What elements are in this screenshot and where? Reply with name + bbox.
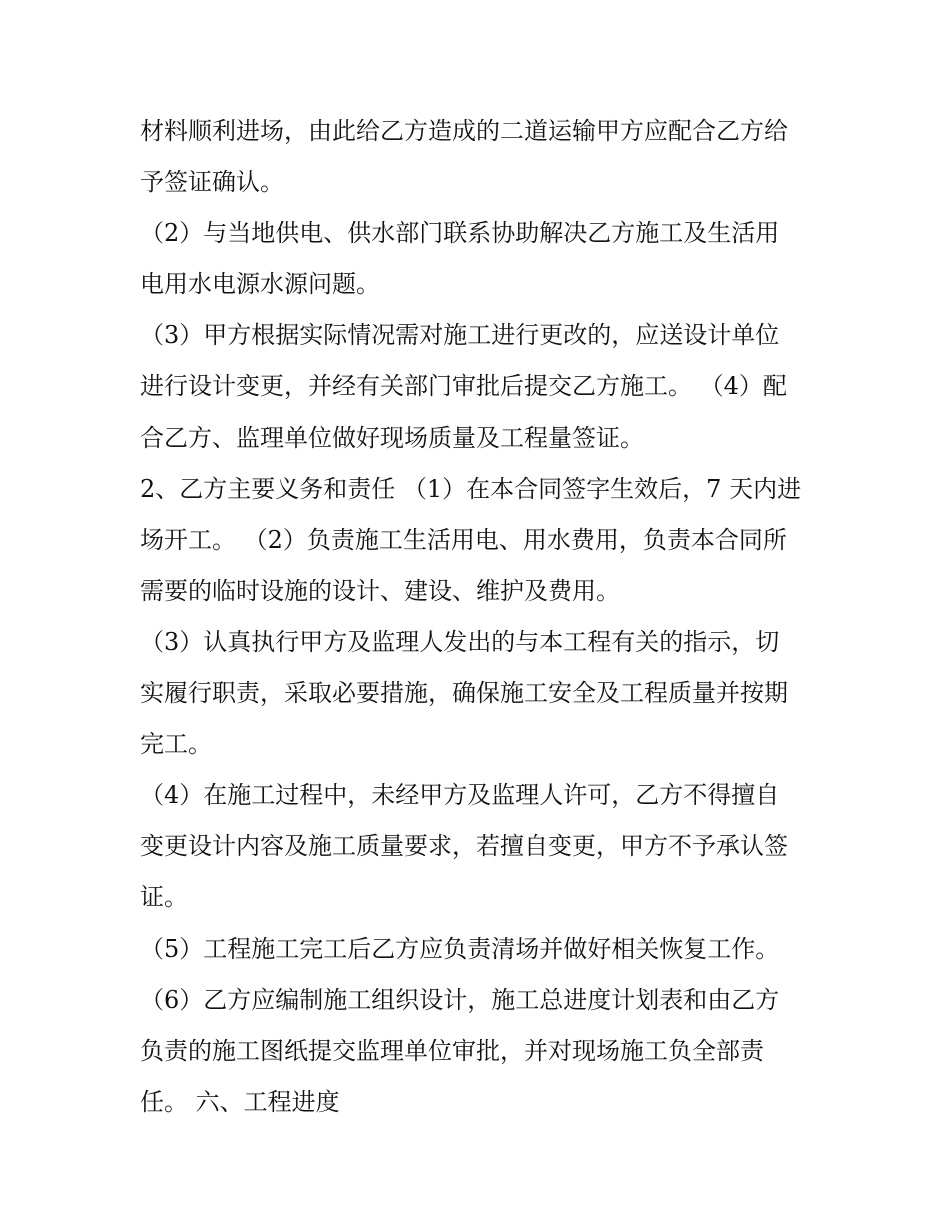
text-line: 完工。 — [140, 730, 212, 759]
text-line: 进行设计变更，并经有关部门审批后提交乙方施工。 （4）配 — [140, 372, 787, 401]
text-line: 需要的临时设施的设计、建设、维护及费用。 — [140, 576, 620, 605]
text-line: （3）甲方根据实际情况需对施工进行更改的，应送设计单位 — [140, 321, 780, 350]
text-line: 场开工。 （2）负责施工生活用电、用水费用，负责本合同所 — [140, 525, 787, 554]
text-line: 2、乙方主要义务和责任 （1）在本合同签字生效后，7 天内进 — [140, 474, 802, 503]
text-line: （6）乙方应编制施工组织设计，施工总进度计划表和由乙方 — [140, 985, 780, 1014]
text-line: 予签证确认。 — [140, 168, 284, 197]
text-line: 合乙方、监理单位做好现场质量及工程量签证。 — [140, 423, 644, 452]
text-line: （3）认真执行甲方及监理人发出的与本工程有关的指示，切 — [140, 627, 780, 656]
text-line: 负责的施工图纸提交监理单位审批，并对现场施工负全部责 — [140, 1036, 764, 1065]
text-line: （5）工程施工完工后乙方应负责清场并做好相关恢复工作。 — [140, 934, 780, 963]
text-line: （2）与当地供电、供水部门联系协助解决乙方施工及生活用 — [140, 219, 780, 248]
text-line: 证。 — [140, 883, 188, 912]
text-line: （4）在施工过程中，未经甲方及监理人许可，乙方不得擅自 — [140, 781, 780, 810]
text-line: 实履行职责，采取必要措施，确保施工安全及工程质量并按期 — [140, 679, 788, 708]
text-line: 电用水电源水源问题。 — [140, 270, 380, 299]
text-line: 任。 六、工程进度 — [140, 1087, 340, 1116]
text-line: 变更设计内容及施工质量要求，若擅自变更，甲方不予承认签 — [140, 832, 788, 861]
text-line: 材料顺利进场，由此给乙方造成的二道运输甲方应配合乙方给 — [140, 117, 788, 145]
document-body — [140, 106, 820, 1128]
